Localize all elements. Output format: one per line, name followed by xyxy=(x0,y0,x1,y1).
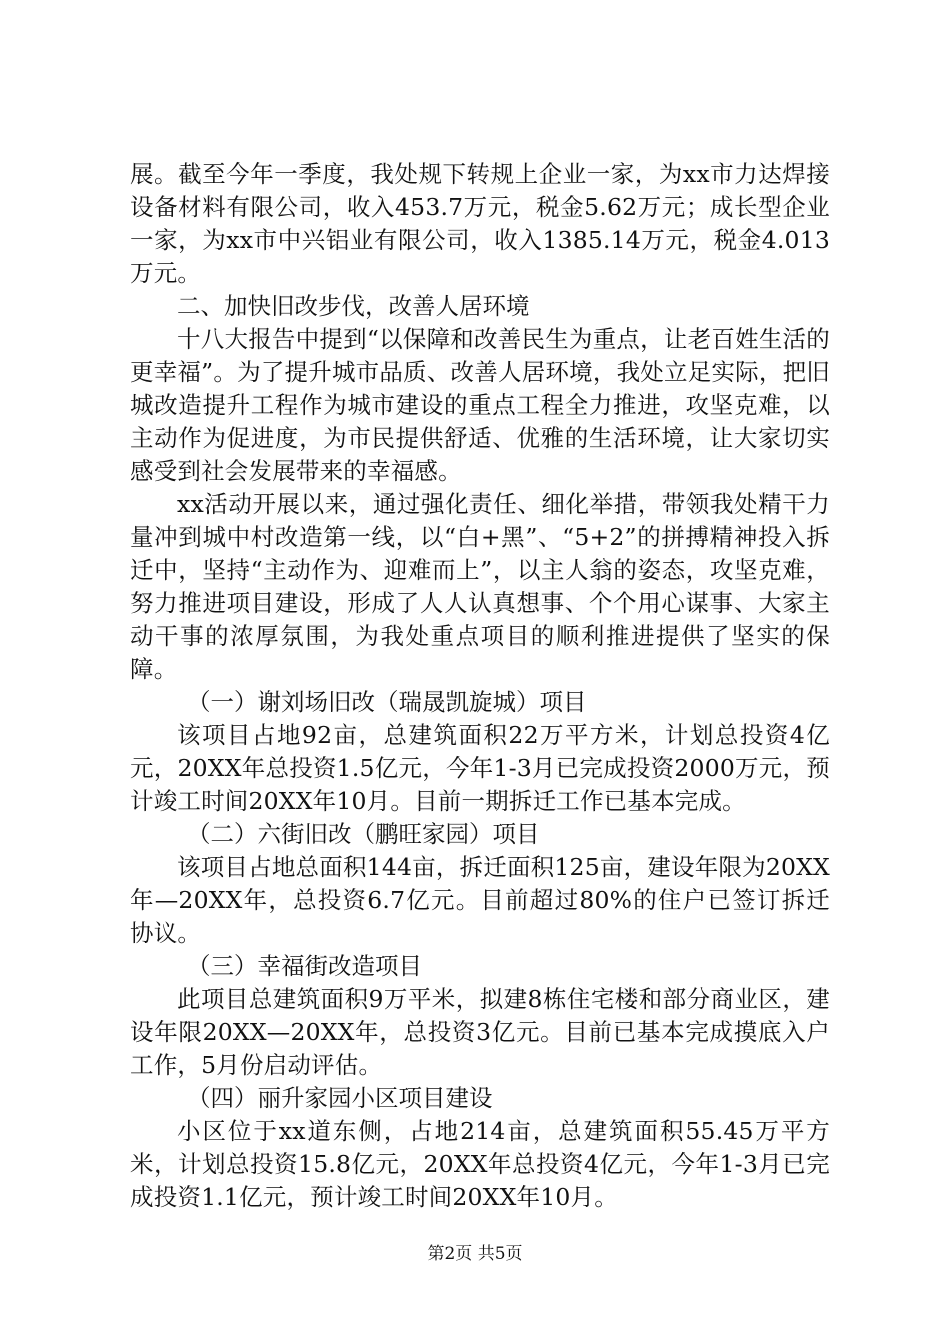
page-footer: 第2页 共5页 xyxy=(427,1244,523,1264)
document-body xyxy=(130,158,830,1214)
subheading-project-3: （三）幸福街改造项目 xyxy=(187,952,422,980)
paragraph-report: 十八大报告中提到“以保障和改善民生为重点，让老百姓生活的更幸福”。为了提升城市品质、改善人居环境，我处立足实际，把旧城改造提升工程作为城市建设的重点工程全力推进，攻坚克难，以主动作为促进度，为市民提供舒适、优雅的生活环境，让大家切实感受到社会发展带来的幸福感。 xyxy=(130,325,830,485)
section-heading-2: 二、加快旧改步伐，改善人居环境 xyxy=(177,292,530,320)
paragraph-intro: 展。截至今年一季度，我处规下转规上企业一家，为xx市力达焊接设备材料有限公司，收入453.7万元，税金5.62万元；成长型企业一家，为xx市中兴铝业有限公司，收入1385.14万元，税金4.013万元。 xyxy=(130,160,830,287)
paragraph-project-4: 小区位于xx道东侧，占地214亩，总建筑面积55.45万平方米，计划总投资15.8亿元，20XX年总投资4亿元，今年1-3月已完成投资1.1亿元，预计竣工时间20XX年10月。 xyxy=(130,1117,830,1211)
subheading-project-4: （四）丽升家园小区项目建设 xyxy=(187,1084,493,1112)
paragraph-project-1: 该项目占地92亩，总建筑面积22万平方米，计划总投资4亿元，20XX年总投资1.5亿元，今年1-3月已完成投资2000万元，预计竣工时间20XX年10月。目前一期拆迁工作已基本完成。 xyxy=(130,721,830,815)
subheading-project-2: （二）六街旧改（鹏旺家园）项目 xyxy=(187,820,540,848)
subheading-project-1: （一）谢刘场旧改（瑞晟凯旋城）项目 xyxy=(187,688,587,716)
paragraph-project-2: 该项目占地总面积144亩，拆迁面积125亩，建设年限为20XX年—20XX年，总投资6.7亿元。目前超过80%的住户已签订拆迁协议。 xyxy=(130,853,830,947)
paragraph-activity: xx活动开展以来，通过强化责任、细化举措，带领我处精干力量冲到城中村改造第一线，以“白+黑”、“5+2”的拼搏精神投入拆迁中，坚持“主动作为、迎难而上”，以主人翁的姿态，攻坚克难，努力推进项目建设，形成了人人认真想事、个个用心谋事、大家主动干事的浓厚氛围，为我处重点项目的顺利推进提供了坚实的保障。 xyxy=(130,490,830,683)
paragraph-project-3: 此项目总建筑面积9万平米，拟建8栋住宅楼和部分商业区，建设年限20XX—20XX年，总投资3亿元。目前已基本完成摸底入户工作，5月份启动评估。 xyxy=(130,985,830,1079)
